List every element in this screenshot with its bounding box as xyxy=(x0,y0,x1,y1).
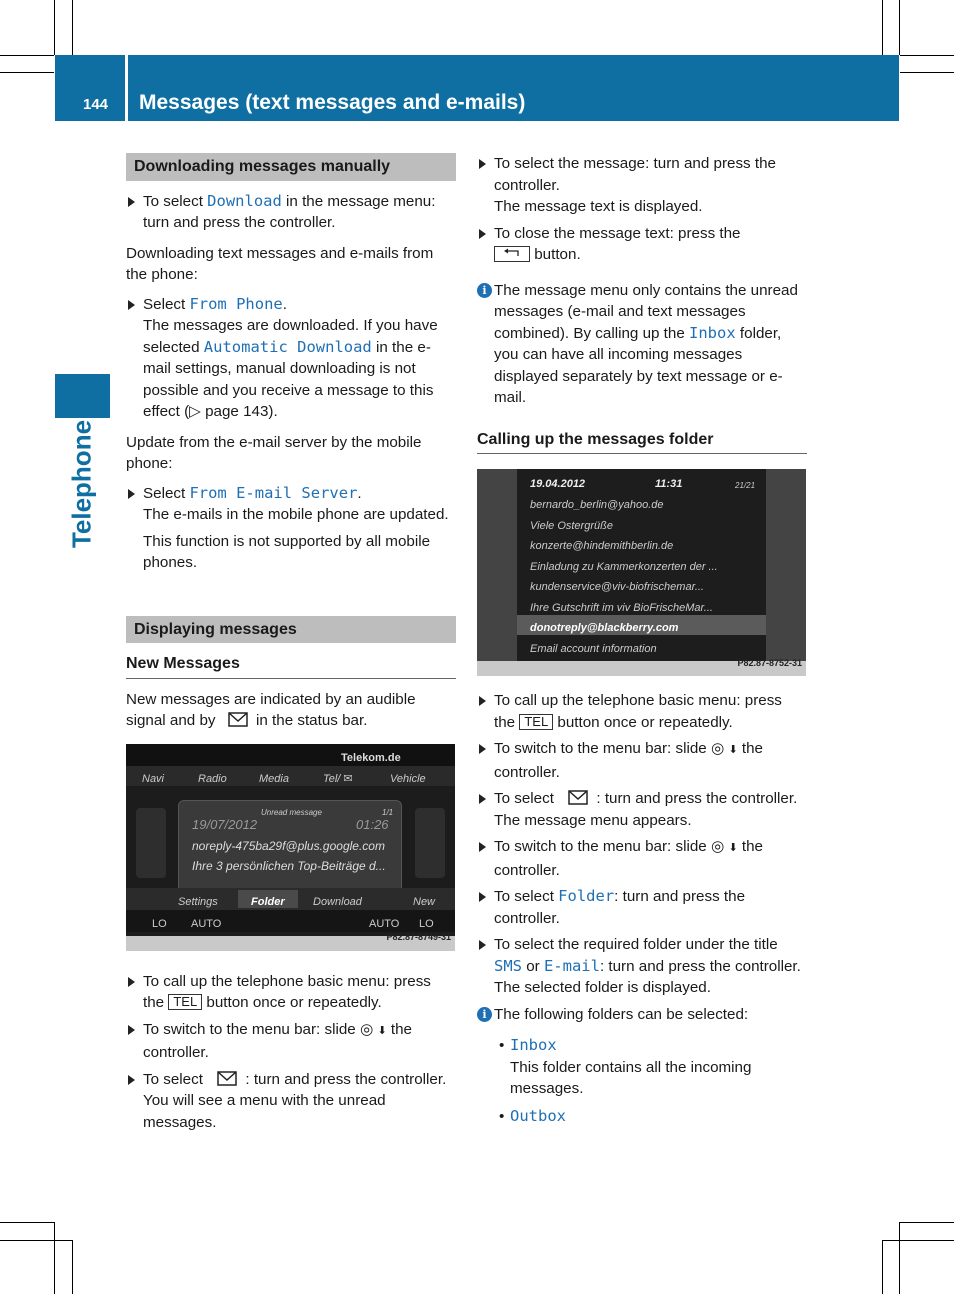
paragraph: Downloading text messages and e-mails from the phone: xyxy=(126,244,434,283)
crop-mark xyxy=(0,1240,72,1241)
menu-term: Inbox xyxy=(510,1036,557,1054)
folder-row: kundenservice@viv-biofrischemar... xyxy=(530,581,704,593)
step-item: To switch to the menu bar: slide ◎ ⬇ the controller. xyxy=(477,738,807,783)
message-time: 01:26 xyxy=(356,816,389,832)
menu-term: Inbox xyxy=(689,323,736,342)
menu-term: Download xyxy=(207,191,282,210)
info-icon: i xyxy=(477,283,492,298)
climate-right-temp: LO xyxy=(419,917,434,930)
crop-mark xyxy=(899,1222,900,1294)
info-note: i The message menu only contains the unread messages (e-mail and text messages combined). By calling up the Inbox folder, you can have all incoming messages displayed separately by text message or e-mail. xyxy=(477,280,807,409)
side-tab xyxy=(55,374,110,418)
screen-new-messages xyxy=(126,744,455,951)
slide-down-arrow-icon: ⬇ xyxy=(728,744,738,756)
menu-term: SMS xyxy=(494,956,522,975)
status-network: Telekom.de xyxy=(341,751,401,764)
tel-key: TEL xyxy=(168,994,202,1010)
list-item: • Inbox This folder contains all the incoming messages. xyxy=(477,1035,807,1100)
crop-mark xyxy=(900,55,954,56)
folder-row: konzerte@hindemithberlin.de xyxy=(530,540,674,552)
folder-row: Email account information xyxy=(530,642,657,655)
crop-mark xyxy=(72,0,73,55)
right-column xyxy=(477,153,807,1133)
header-divider xyxy=(125,55,128,121)
message-count: 1/1 xyxy=(382,807,394,817)
page-header xyxy=(55,55,899,121)
folder-row: bernardo_berlin@yahoo.de xyxy=(530,499,664,511)
side-chapter-label: Telephone xyxy=(66,419,97,549)
menu-term: Automatic Download xyxy=(203,337,372,356)
menu-tel: Tel/ ✉ xyxy=(323,772,353,785)
step-item: To switch to the menu bar: slide ◎ ⬇ the controller. xyxy=(126,1019,456,1064)
folder-time: 11:31 xyxy=(655,478,683,490)
info-note: i The following folders can be selected: xyxy=(477,1004,807,1026)
tab-settings: Settings xyxy=(178,895,218,908)
info-icon: i xyxy=(477,1007,492,1022)
back-button-icon xyxy=(494,246,530,262)
crop-mark xyxy=(882,0,883,55)
paragraph: New messages are indicated by an audible signal and by in the status bar. xyxy=(126,690,416,729)
message-sender: noreply-475ba29f@plus.google.com xyxy=(192,838,385,853)
controller-icon: ◎ xyxy=(359,1020,374,1038)
page-ref-icon: ▷ xyxy=(189,403,201,420)
crop-mark xyxy=(900,1222,954,1223)
crop-mark xyxy=(900,72,954,73)
step-item: To select Download in the message menu: turn and press the controller. xyxy=(126,191,456,234)
step-item: To close the message text: press the button. xyxy=(477,223,807,266)
paragraph: Update from the e-mail server by the mobile phone: xyxy=(126,433,422,472)
menu-term: Outbox xyxy=(510,1106,566,1125)
menu-media: Media xyxy=(259,772,289,785)
envelope-icon xyxy=(558,790,592,806)
step-item: Select From Phone. The messages are downloaded. If you have selected Automatic Download in the e-mail settings, manual downloading is not possible and you receive a message to this effect (▷ page 143). xyxy=(126,294,456,423)
crop-mark xyxy=(54,0,55,55)
envelope-icon xyxy=(207,1071,241,1087)
page-title: Messages (text messages and e-mails) xyxy=(139,91,526,114)
crop-mark xyxy=(54,1222,55,1294)
note-text: This function is not supported by all mobile phones. xyxy=(143,532,431,571)
tel-key: TEL xyxy=(519,714,553,730)
crop-mark xyxy=(882,1240,883,1294)
crop-mark xyxy=(0,72,54,73)
menu-radio: Radio xyxy=(198,772,227,785)
figure-code: P82.87-8749-31 xyxy=(386,932,451,942)
tab-download: Download xyxy=(313,895,362,908)
section-band: Displaying messages xyxy=(126,616,456,644)
folder-count: 21/21 xyxy=(735,481,756,490)
subheading: New Messages xyxy=(126,653,456,679)
controller-icon: ◎ xyxy=(710,740,725,757)
climate-left-temp: LO xyxy=(152,917,167,930)
screen-messages-folder xyxy=(477,469,806,676)
step-item: To call up the telephone basic menu: press the TEL button once or repeatedly. xyxy=(477,690,807,733)
step-item: Select From E-mail Server. The e-mails in the mobile phone are updated. This function is not supported by all mobile phones. xyxy=(126,483,456,574)
step-item: To switch to the menu bar: slide ◎ ⬇ the controller. xyxy=(477,836,807,881)
folder-row: donotreply@blackberry.com xyxy=(530,622,679,634)
left-column xyxy=(126,153,456,1138)
slide-down-arrow-icon: ⬇ xyxy=(377,1024,387,1037)
folder-date: 19.04.2012 xyxy=(530,478,586,490)
controller-icon: ◎ xyxy=(710,838,725,855)
folder-row: Einladung zu Kammerkonzerten der ... xyxy=(530,560,718,573)
crop-mark xyxy=(899,0,900,55)
crop-mark xyxy=(882,1240,954,1241)
envelope-icon xyxy=(220,712,252,728)
menu-term: E-mail xyxy=(543,956,600,975)
step-item: To call up the telephone basic menu: press the TEL button once or repeatedly. xyxy=(126,971,456,1014)
message-panel-title: Unread message xyxy=(261,807,322,817)
menu-term: From Phone xyxy=(189,294,283,313)
figure-code: P82.87-8752-31 xyxy=(737,657,802,668)
crop-mark xyxy=(0,1222,54,1223)
subheading: Calling up the messages folder xyxy=(477,429,807,455)
climate-right-auto: AUTO xyxy=(369,917,400,930)
menu-term: From E-mail Server xyxy=(189,483,358,502)
message-date: 19/07/2012 xyxy=(192,816,258,832)
folder-row: Ihre Gutschrift im viv BioFrischeMar... xyxy=(530,601,713,614)
step-item: To select the required folder under the title SMS or E-mail: turn and press the controller. The selected folder is displayed. xyxy=(477,934,807,999)
page-number: 144 xyxy=(83,96,109,113)
menu-vehicle: Vehicle xyxy=(390,772,426,785)
tab-folder: Folder xyxy=(251,895,285,908)
menu-navi: Navi xyxy=(142,772,165,785)
climate-left-auto: AUTO xyxy=(191,917,222,930)
slide-down-arrow-icon: ⬇ xyxy=(728,842,738,854)
menu-term: Folder xyxy=(558,887,615,905)
step-item: To select : turn and press the controller. You will see a menu with the unread messages. xyxy=(126,1069,456,1134)
message-subject: Ihre 3 persönlichen Top-Beiträge d... xyxy=(192,858,386,873)
crop-mark xyxy=(0,55,54,56)
tab-new: New xyxy=(413,895,436,908)
step-item: To select : turn and press the controller. The message menu appears. xyxy=(477,788,807,831)
step-item: To select the message: turn and press the controller. The message text is displayed. xyxy=(477,153,807,218)
folder-row: Viele Ostergrüße xyxy=(530,519,613,532)
list-item xyxy=(477,1106,807,1128)
section-band: Downloading messages manually xyxy=(126,153,456,181)
step-item: To select Folder: turn and press the controller. xyxy=(477,886,807,929)
crop-mark xyxy=(72,1240,73,1294)
